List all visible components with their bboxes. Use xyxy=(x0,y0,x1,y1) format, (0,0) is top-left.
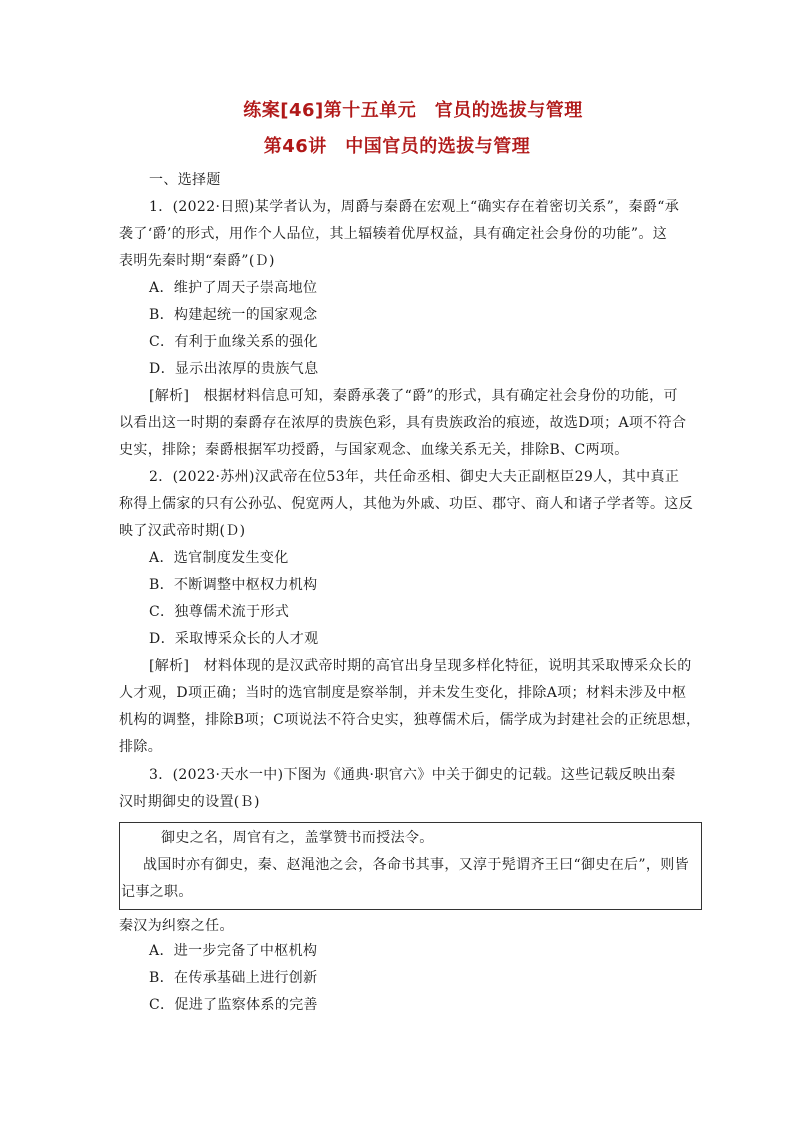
q2-option-d: D．采取博采众长的人才观 xyxy=(149,631,319,647)
document-title: 练案[46]第十五单元 官员的选拔与管理 xyxy=(243,100,583,121)
lesson-title: 第46讲 中国官员的选拔与管理 xyxy=(263,136,531,157)
q1-option-b: B．构建起统一的国家观念 xyxy=(149,307,318,323)
q2-option-c: C．独尊儒术流于形式 xyxy=(149,604,290,620)
quote-line: 战国时亦有御史，秦、赵渑池之会，各命书其事，又淳于髡谓齐王曰“御史在后”，则皆 xyxy=(143,857,689,873)
quote-line: 记事之职。 xyxy=(121,884,193,900)
q1-stem-line: 表明先秦时期“秦爵”(Ｄ) xyxy=(119,253,275,269)
q1-analysis-line: 以看出这一时期的秦爵存在浓厚的贵族色彩，具有贵族政治的痕迹，故选D项；A项不符合 xyxy=(119,415,687,431)
q2-analysis-line: 机构的调整，排除B项；C项说法不符合史实，独尊儒术后，儒学成为封建社会的正统思想， xyxy=(119,712,701,728)
q2-stem-line: 2．(2022·苏州)汉武帝在位53年，共任命丞相、御史大夫正副枢臣29人，其中真正 xyxy=(149,469,680,485)
q3-stem-line: 汉时期御史的设置(Ｂ) xyxy=(119,794,260,810)
q2-stem-line: 称得上儒家的只有公孙弘、倪宽两人，其他为外戚、功臣、郡守、商人和诸子学者等。这反 xyxy=(119,496,693,512)
q1-stem-line: 袭了‘爵’的形式，用作个人品位，其上辐辏着优厚权益，具有确定社会身份的功能”。这 xyxy=(119,226,668,242)
q1-stem-line: 1．(2022·日照)某学者认为，周爵与秦爵在宏观上“确实存在着密切关系”，秦爵“承 xyxy=(149,199,680,215)
section-heading: 一、选择题 xyxy=(149,172,221,188)
quote-line: 御史之名，周官有之，盖掌赞书而授法令。 xyxy=(161,830,434,846)
q2-option-a: A．选官制度发生变化 xyxy=(149,550,289,566)
q1-option-d: D．显示出浓厚的贵族气息 xyxy=(149,361,319,377)
q3-option-b: B．在传承基础上进行创新 xyxy=(149,970,318,986)
q2-stem-line: 映了汉武帝时期(Ｄ) xyxy=(119,523,246,539)
q1-analysis-line: 史实，排除；秦爵根据军功授爵，与国家观念、血缘关系无关，排除B、C两项。 xyxy=(119,442,629,458)
q2-analysis-line: 人才观，D项正确；当时的选官制度是察举制，并未发生变化，排除A项；材料未涉及中枢 xyxy=(119,685,687,701)
q1-option-a: A．维护了周天子崇高地位 xyxy=(149,280,318,296)
q3-option-a: A．进一步完备了中枢机构 xyxy=(149,943,318,959)
q3-after-quote: 秦汉为纠察之任。 xyxy=(119,918,234,934)
q2-analysis-line: 排除。 xyxy=(119,739,163,755)
q1-analysis-line: [解析] 根据材料信息可知，秦爵承袭了“爵”的形式，具有确定社会身份的功能，可 xyxy=(149,388,678,404)
q2-option-b: B．不断调整中枢权力机构 xyxy=(149,577,318,593)
q1-option-c: C．有利于血缘关系的强化 xyxy=(149,334,318,350)
q3-stem-line: 3．(2023·天水一中)下图为《通典·职官六》中关于御史的记载。这些记载反映出秦 xyxy=(149,767,676,783)
q2-analysis-line: [解析] 材料体现的是汉武帝时期的高官出身呈现多样化特征，说明其采取博采众长的 xyxy=(149,658,692,674)
q3-option-c: C．促进了监察体系的完善 xyxy=(149,997,318,1013)
